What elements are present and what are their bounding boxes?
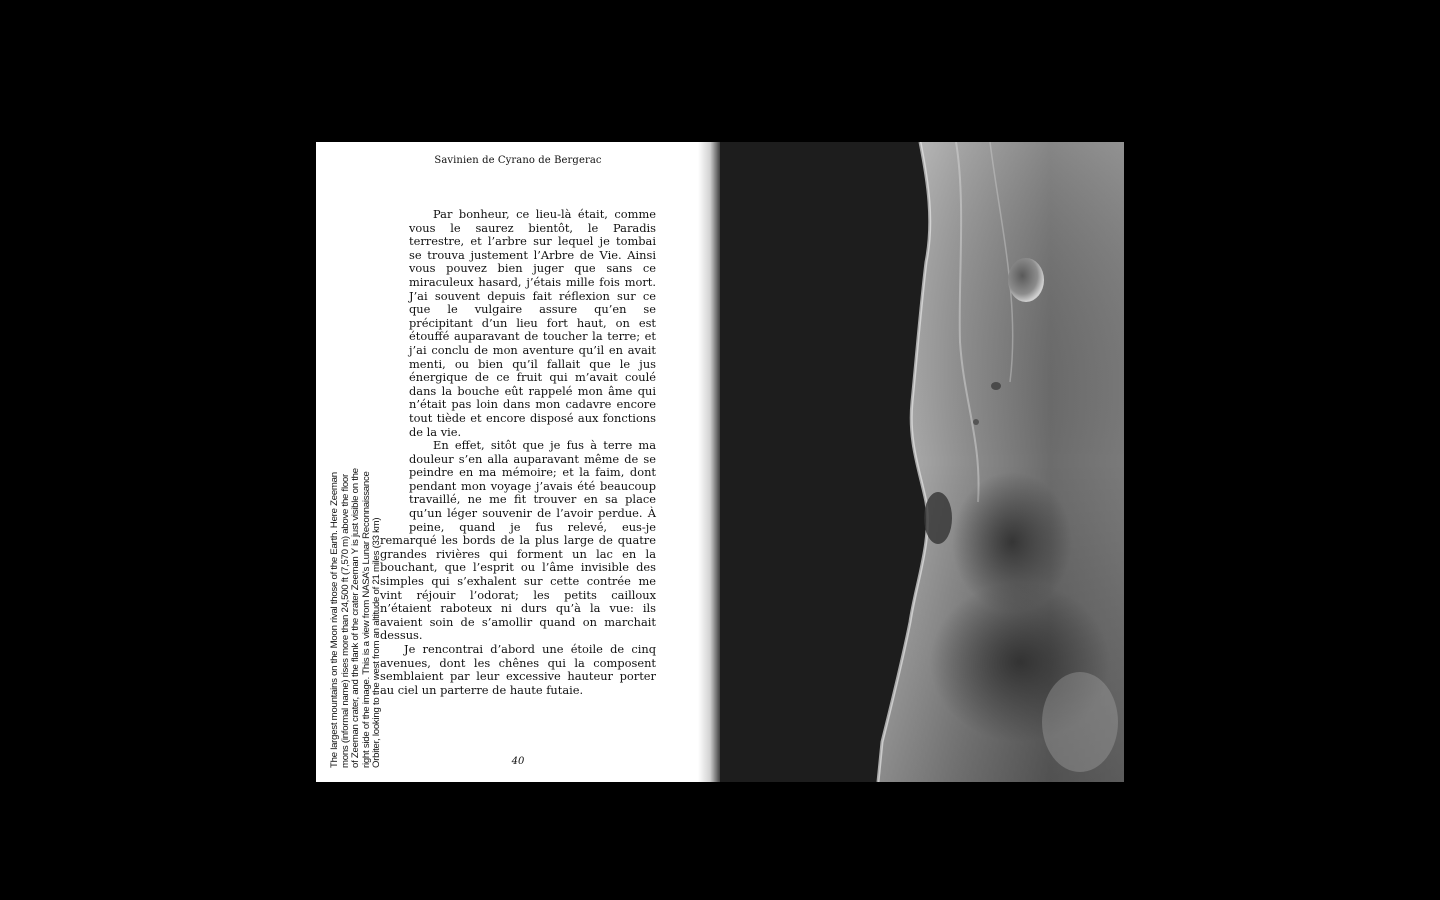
page-number: 40 (511, 756, 525, 767)
paragraph-1: Par bonheur, ce lieu-là était, comme vous le saurez bientôt, le Paradis terrestre, et l’arbre sur lequel je tombai se trouva justement l’Arbre de Vie. Ainsi vous pouvez bien juger que sans ce miraculeux hasard, j’étais mille fois mort. J’ai souvent depuis fait réflexion sur ce que le vulgaire assure qu’en se précipitant d’un lieu fort haut, on est étouffé auparavant de toucher la terre; et j’ai conclu de mon aventure qu’il en avait menti, ou bien qu’il fallait que le jus énergique de ce fruit qui m’avait coulé dans la bouche eût rappelé mon âme qui n’était pas loin dans mon cadavre encore tout tiède et encore disposé aux fonctions de la vie. (409, 207, 656, 439)
paragraph-2: En effet, sitôt que je fus à terre ma douleur s’en alla auparavant même de se peindre en ma mémoire; et la faim, dont pendant mon voyage j’avais été beaucoup travaillé, ne me fit trouver en sa place qu’un léger souvenir de l’avoir perdue. À peine, quand je fus relevé, eus-je remarqué les bords de la plus large de quatre grandes rivières qui forment un lac en la bouchant, que l’esprit ou l’âme invisible des simples qui s’exhalent sur cette contrée me vint réjouir l’odorat; les petits cailloux n’étaient raboteux ni durs qu’à la vue: ils avaient soin de s’amollir quand on marchait dessus. (380, 438, 656, 643)
crater-upper (1008, 258, 1044, 302)
gutter-shadow (698, 142, 720, 782)
crater-small (991, 382, 1001, 390)
book-spread (316, 142, 1124, 782)
left-page (316, 142, 720, 782)
shadow-basin-3 (924, 492, 952, 544)
image-caption: The largest mountains on the Moon rival those of the Earth. Here Zeeman mons (informal name) rises more than 24,500 ft (7,570 m) above the floor of Zeeman crater, and the flank of the crater Zeeman Y is just visible on the right side of the image. This is a view from NASA’s Lunar Reconnaissance Orbiter, looking to the west from an altitude of 21 miles (33 km) (329, 468, 383, 768)
right-page (720, 142, 1124, 782)
running-head: Savinien de Cyrano de Bergerac (434, 155, 602, 166)
paragraph-3: Je rencontrai d’abord une étoile de cinq avenues, dont les chênes qui la composent semblaient par leur excessive hauteur porter au ciel un parterre de haute futaie. (380, 642, 656, 697)
body-text (380, 208, 656, 697)
crater-tiny (973, 419, 979, 425)
moon-photograph (720, 142, 1124, 782)
bright-patch (1042, 672, 1118, 772)
